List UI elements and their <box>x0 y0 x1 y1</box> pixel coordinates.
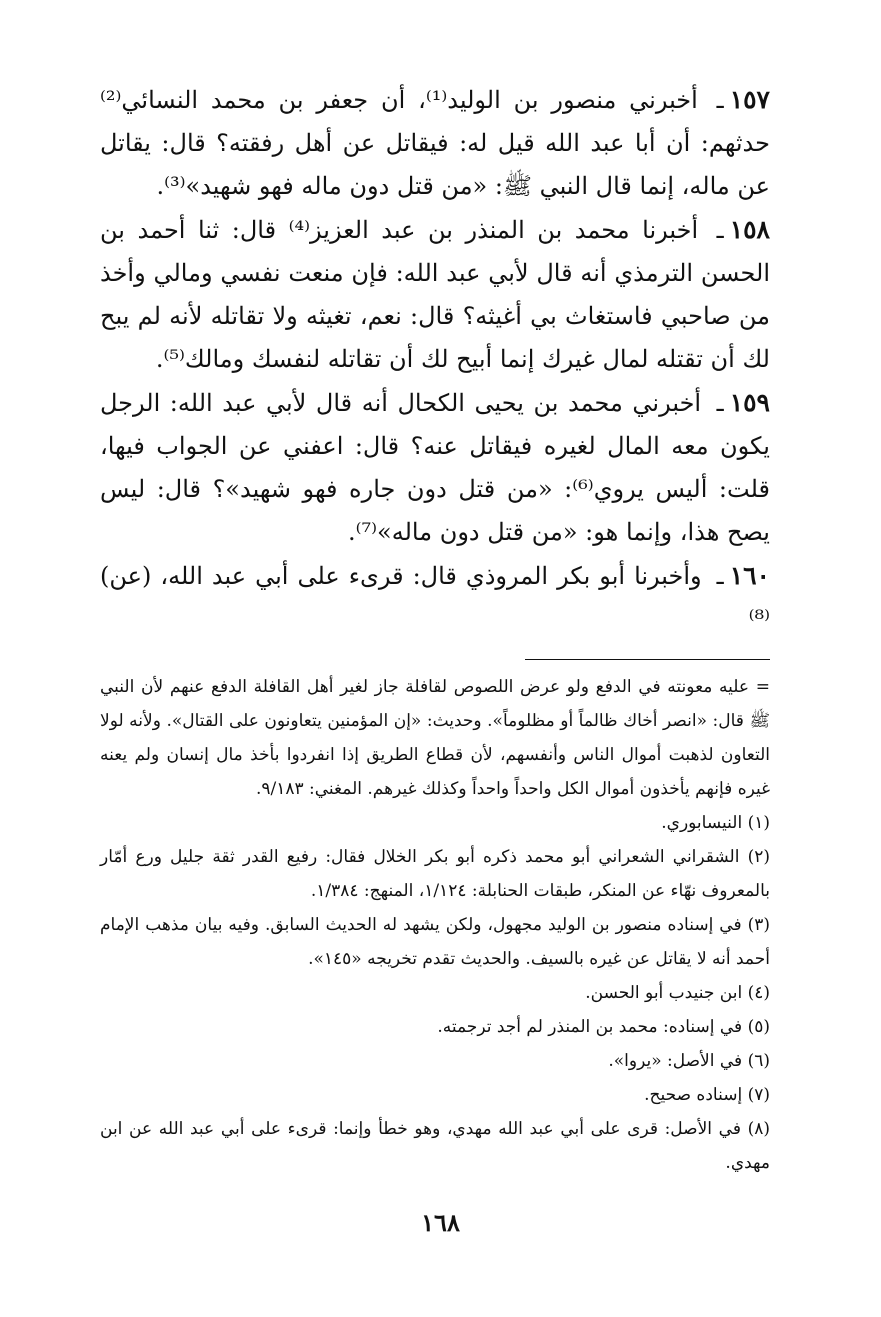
footnote-divider <box>525 659 770 660</box>
hadith-number: ١٥٩ <box>729 388 770 417</box>
footnote-8: (٨) في الأصل: قرى على أبي عبد الله مهدي، وهو خطأ وإنما: قرىء على أبي عبد الله عن ابن مهدي. <box>100 1119 770 1173</box>
hadith-text: وأخبرنا أبو بكر المروذي قال: قرىء على أبي عبد الله، (عن)⁽⁸⁾ <box>100 562 770 633</box>
hadith-158 <box>100 208 770 381</box>
hadith-text: أخبرنا محمد بن المنذر بن عبد العزيز⁽⁴⁾ قال: ثنا أحمد بن الحسن الترمذي أنه قال لأبي عبد الله: فإن منعت نفسي ومالي وأخذ من صاحبي فاستغاث بي أغيثه؟ قال: نعم، تغيثه ولا تقاتله لأنه لم يبح لك أن تقتله لمال غيرك إنما أبيح لك أن تقاتله لنفسك ومالك⁽⁵⁾. <box>100 216 770 373</box>
hadith-text: أخبرني منصور بن الوليد⁽¹⁾، أن جعفر بن محمد النسائي⁽²⁾ حدثهم: أن أبا عبد الله قيل له: فيقاتل عن أهل رفقته؟ قال: يقاتل عن ماله، إنما قال النبي ﷺ: «من قتل دون ماله فهو شهيد»⁽³⁾. <box>100 86 770 200</box>
footnotes <box>100 670 770 1180</box>
footnote-6: (٦) في الأصل: «يروا». <box>608 1051 770 1071</box>
footnote-7: (٧) إسناده صحيح. <box>644 1085 770 1105</box>
footnote-1: (١) النيسابوري. <box>661 813 770 833</box>
page-number: ١٦٨ <box>421 1208 460 1237</box>
footnote-2: (٢) الشقراني الشعراني أبو محمد ذكره أبو بكر الخلال فقال: رفيع القدر ثقة جليل ورع أمّار بالمعروف نهّاء عن المنكر، طبقات الحنابلة: ١/١٢٤، المنهج: ١/٣٨٤. <box>100 847 770 901</box>
page-body <box>100 78 770 1180</box>
hadith-dash: ـ <box>716 562 724 590</box>
footnote-continuation: = عليه معونته في الدفع ولو عرض اللصوص لقافلة جاز لغير أهل القافلة الدفع عنهم لأن النبي ﷺ قال: «انصر أخاك ظالماً أو مظلوماً». وحديث: «إن المؤمنين يتعاونون على القتال». ولأنه لولا التعاون لذهبت أموال الناس وأنفسهم، لأن قطاع الطريق إذا انفردوا بأخذ مال إنسان ولم يعنه غيره فإنهم يأخذون أموال الكل واحداً واحداً وكذلك غيرهم. المغني: ٩/١٨٣. <box>100 677 770 799</box>
hadith-159 <box>100 381 770 554</box>
hadith-dash: ـ <box>716 86 724 114</box>
hadith-dash: ـ <box>716 216 724 244</box>
footnote-4: (٤) ابن جنيدب أبو الحسن. <box>585 983 770 1003</box>
hadith-text: أخبرني محمد بن يحيى الكحال أنه قال لأبي عبد الله: الرجل يكون معه المال لغيره فيقاتل عنه؟ قال: اعفني عن الجواب فيها، قلت: أليس يروي⁽⁶⁾: «من قتل دون جاره فهو شهيد»؟ قال: ليس يصح هذا، وإنما هو: «من قتل دون ماله»⁽⁷⁾. <box>100 389 770 546</box>
footnote-5: (٥) في إسناده: محمد بن المنذر لم أجد ترجمته. <box>437 1017 770 1037</box>
hadith-160 <box>100 554 770 641</box>
hadith-157 <box>100 78 770 208</box>
hadith-number: ١٥٨ <box>729 215 770 244</box>
footnote-3: (٣) في إسناده منصور بن الوليد مجهول، ولكن يشهد له الحديث السابق. وفيه بيان مذهب الإمام أحمد أنه لا يقاتل عن غيره بالسيف. والحديث تقدم تخريجه «١٤٥». <box>100 915 770 969</box>
hadith-number: ١٥٧ <box>729 85 770 114</box>
hadith-number: ١٦٠ <box>729 561 770 590</box>
hadith-dash: ـ <box>716 389 724 417</box>
